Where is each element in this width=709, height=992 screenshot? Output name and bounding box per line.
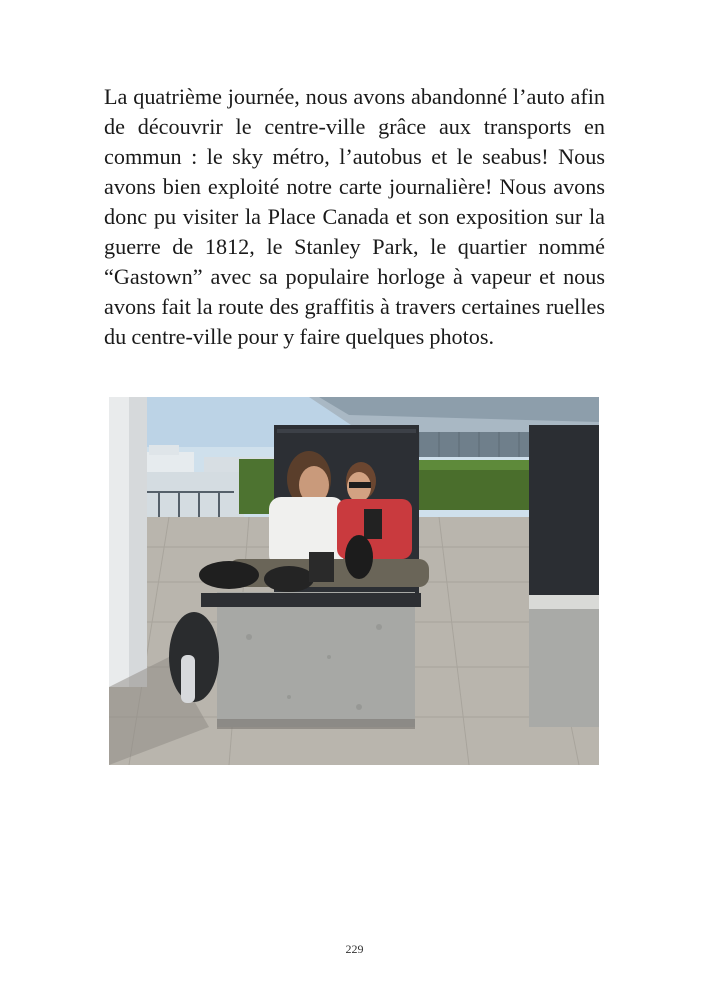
body-paragraph: La quatrième journée, nous avons abandonné l’auto afin de découvrir le centre-ville grâce aux transports en commun : le sky métro, l’autobus et le seabus! Nous avons bien exploité notre carte journalière! Nous avons donc pu visiter la Place Canada et son exposition sur la guerre de 1812, le Stanley Park, le quartier nommé “Gastown” avec sa populaire horloge à vapeur et nous avons fait la route des graffitis à travers certaines ruelles du centre-ville pour y faire quelques photos. <box>104 84 605 349</box>
vacation-photo <box>109 397 599 765</box>
page-number: 229 <box>345 942 364 956</box>
